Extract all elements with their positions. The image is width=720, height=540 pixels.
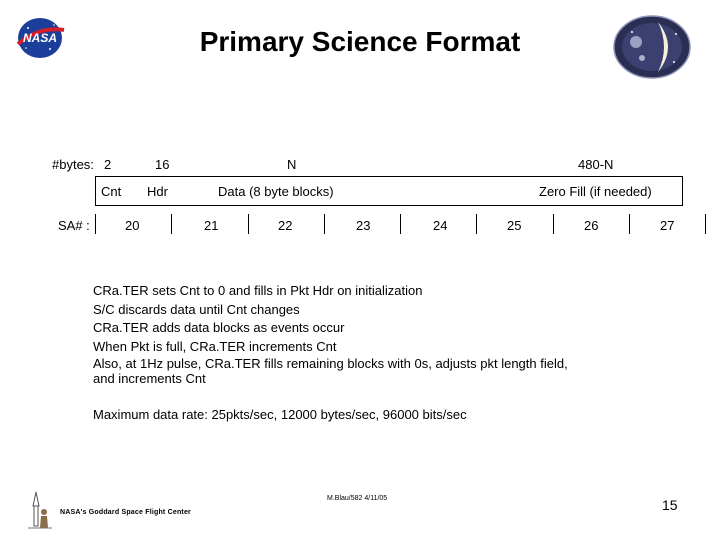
fill-bytes-value: 480-N — [578, 157, 614, 172]
footer-author: M.Blau/582 4/11/05 — [327, 495, 388, 502]
sa-number: 26 — [584, 218, 599, 233]
cnt-bytes-value: 2 — [104, 157, 112, 172]
note-line: CRa.TER adds data blocks as events occur — [93, 320, 345, 335]
galaxy-emblem-icon — [612, 14, 692, 80]
sa-divider — [400, 214, 401, 234]
sa-number: 21 — [204, 218, 219, 233]
notes-block — [93, 282, 583, 386]
data-bytes-value: N — [287, 157, 297, 172]
note-line: S/C discards data until Cnt changes — [93, 301, 300, 317]
footer-org: NASA's Goddard Space Flight Center — [60, 509, 191, 516]
sa-number: 22 — [278, 218, 293, 233]
sa-divider — [171, 214, 172, 234]
note-line: When Pkt is full, CRa.TER increments Cnt — [93, 338, 337, 354]
sa-divider — [324, 214, 325, 234]
fill-field-label: Zero Fill (if needed) — [539, 184, 652, 199]
sa-divider — [95, 214, 96, 234]
bytes-label: #bytes: — [52, 157, 94, 172]
sa-number: 20 — [125, 218, 140, 233]
sa-divider — [705, 214, 706, 234]
sa-label: SA# : — [58, 218, 90, 233]
sa-divider — [248, 214, 249, 234]
sa-divider — [553, 214, 554, 234]
cnt-field-label: Cnt — [101, 184, 122, 199]
goddard-rocket-icon — [24, 488, 54, 530]
page-number: 15 — [662, 497, 678, 513]
note-line: Also, at 1Hz pulse, CRa.TER fills remaining blocks with 0s, adjusts pkt length field, and increments Cnt — [93, 356, 568, 386]
svg-text:NASA: NASA — [22, 31, 58, 45]
max-data-rate: Maximum data rate: 25pkts/sec, 12000 bytes/sec, 96000 bits/sec — [93, 407, 467, 422]
data-field-label: Data (8 byte blocks) — [218, 184, 334, 199]
sa-number: 27 — [660, 218, 675, 233]
sa-divider — [476, 214, 477, 234]
hdr-bytes-value: 16 — [155, 157, 170, 172]
note-line: CRa.TER sets Cnt to 0 and fills in Pkt Hdr on initialization — [93, 283, 423, 298]
sa-number: 24 — [433, 218, 448, 233]
hdr-field-label: Hdr — [147, 184, 168, 199]
sa-number: 23 — [356, 218, 371, 233]
page-title: Primary Science Format — [199, 26, 521, 57]
sa-divider — [629, 214, 630, 234]
sa-number: 25 — [507, 218, 522, 233]
